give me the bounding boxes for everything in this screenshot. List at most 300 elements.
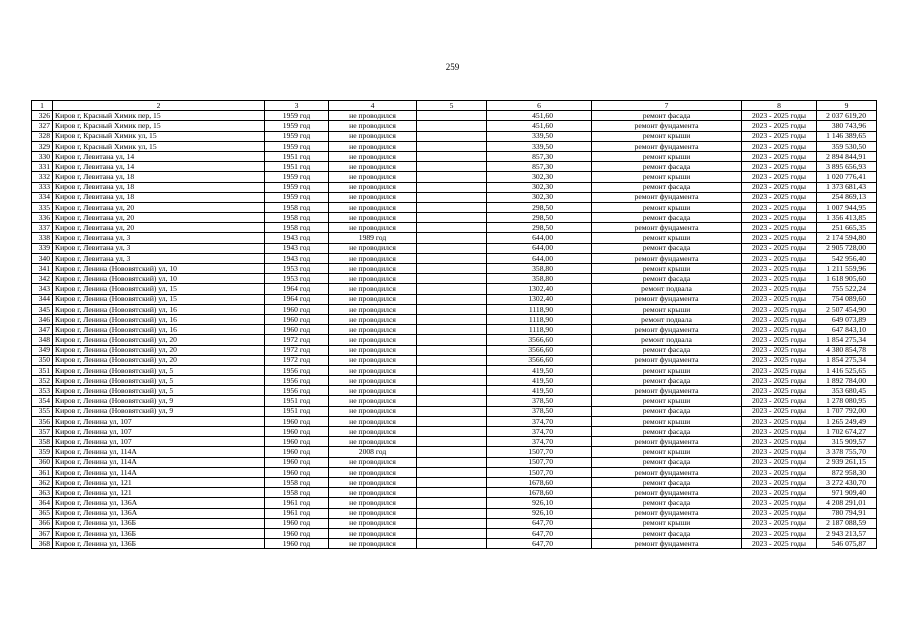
cost-cell: 359 530,50 bbox=[817, 141, 877, 151]
work-type-cell: ремонт фундамента bbox=[592, 121, 742, 131]
work-type-cell: ремонт фасада bbox=[592, 182, 742, 192]
period-cell: 2023 - 2025 годы bbox=[742, 264, 817, 274]
table-row bbox=[32, 498, 877, 508]
period-cell: 2023 - 2025 годы bbox=[742, 396, 817, 406]
work-type-cell: ремонт фасада bbox=[592, 528, 742, 538]
work-type-cell: ремонт подвала bbox=[592, 314, 742, 324]
period-cell: 2023 - 2025 годы bbox=[742, 111, 817, 121]
build-year-cell: 1960 год bbox=[265, 325, 329, 335]
build-year-cell: 1960 год bbox=[265, 457, 329, 467]
row-number-cell: 338 bbox=[32, 233, 53, 243]
empty-cell bbox=[417, 447, 487, 457]
table-row bbox=[32, 172, 877, 182]
work-type-cell: ремонт фасада bbox=[592, 162, 742, 172]
last-repair-cell: не проводился bbox=[329, 243, 417, 253]
address-cell: Киров г, Левитана ул, 20 bbox=[53, 223, 265, 233]
last-repair-cell: не проводился bbox=[329, 274, 417, 284]
area-cell: 298,50 bbox=[487, 213, 592, 223]
area-cell: 644,00 bbox=[487, 233, 592, 243]
empty-cell bbox=[417, 539, 487, 549]
work-type-cell: ремонт крыши bbox=[592, 396, 742, 406]
work-type-cell: ремонт крыши bbox=[592, 233, 742, 243]
page-number: 259 bbox=[445, 62, 460, 72]
empty-cell bbox=[417, 314, 487, 324]
empty-cell bbox=[417, 131, 487, 141]
work-type-cell: ремонт фундамента bbox=[592, 508, 742, 518]
cost-cell: 649 073,89 bbox=[817, 314, 877, 324]
last-repair-cell: не проводился bbox=[329, 488, 417, 498]
work-type-cell: ремонт фундамента bbox=[592, 386, 742, 396]
address-cell: Киров г, Ленина ул, 114А bbox=[53, 457, 265, 467]
table-row bbox=[32, 518, 877, 528]
cost-cell: 1 007 944,95 bbox=[817, 202, 877, 212]
table-row bbox=[32, 253, 877, 263]
work-type-cell: ремонт фасада bbox=[592, 274, 742, 284]
area-cell: 302,30 bbox=[487, 192, 592, 202]
last-repair-cell: не проводился bbox=[329, 376, 417, 386]
last-repair-cell: не проводился bbox=[329, 386, 417, 396]
empty-cell bbox=[417, 192, 487, 202]
row-number-cell: 336 bbox=[32, 213, 53, 223]
empty-cell bbox=[417, 488, 487, 498]
cost-cell: 3 272 430,70 bbox=[817, 477, 877, 487]
last-repair-cell: не проводился bbox=[329, 518, 417, 528]
work-type-cell: ремонт крыши bbox=[592, 151, 742, 161]
build-year-cell: 1959 год bbox=[265, 131, 329, 141]
last-repair-cell: 2008 год bbox=[329, 447, 417, 457]
row-number-cell: 327 bbox=[32, 121, 53, 131]
table-row bbox=[32, 376, 877, 386]
build-year-cell: 1960 год bbox=[265, 304, 329, 314]
work-type-cell: ремонт подвала bbox=[592, 335, 742, 345]
area-cell: 1507,70 bbox=[487, 447, 592, 457]
empty-cell bbox=[417, 151, 487, 161]
work-type-cell: ремонт фасада bbox=[592, 406, 742, 416]
period-cell: 2023 - 2025 годы bbox=[742, 141, 817, 151]
last-repair-cell: не проводился bbox=[329, 396, 417, 406]
row-number-cell: 339 bbox=[32, 243, 53, 253]
cost-cell: 780 794,91 bbox=[817, 508, 877, 518]
cost-cell: 2 894 844,91 bbox=[817, 151, 877, 161]
empty-cell bbox=[417, 406, 487, 416]
area-cell: 1507,70 bbox=[487, 457, 592, 467]
area-cell: 302,30 bbox=[487, 172, 592, 182]
work-type-cell: ремонт фасада bbox=[592, 477, 742, 487]
row-number-cell: 358 bbox=[32, 437, 53, 447]
row-number-cell: 368 bbox=[32, 539, 53, 549]
row-number-cell: 342 bbox=[32, 274, 53, 284]
empty-cell bbox=[417, 264, 487, 274]
work-type-cell: ремонт фасада bbox=[592, 498, 742, 508]
table-row bbox=[32, 406, 877, 416]
period-cell: 2023 - 2025 годы bbox=[742, 416, 817, 426]
cost-cell: 2 507 454,90 bbox=[817, 304, 877, 314]
address-cell: Киров г, Ленина ул, 114А bbox=[53, 467, 265, 477]
cost-cell: 1 416 525,65 bbox=[817, 365, 877, 375]
period-cell: 2023 - 2025 годы bbox=[742, 162, 817, 172]
last-repair-cell: не проводился bbox=[329, 192, 417, 202]
period-cell: 2023 - 2025 годы bbox=[742, 457, 817, 467]
last-repair-cell: не проводился bbox=[329, 314, 417, 324]
area-cell: 3566,60 bbox=[487, 345, 592, 355]
address-cell: Киров г, Ленина ул, 121 bbox=[53, 477, 265, 487]
cost-cell: 546 075,87 bbox=[817, 539, 877, 549]
empty-cell bbox=[417, 294, 487, 304]
empty-cell bbox=[417, 365, 487, 375]
row-number-cell: 354 bbox=[32, 396, 53, 406]
last-repair-cell: не проводился bbox=[329, 539, 417, 549]
area-cell: 647,70 bbox=[487, 518, 592, 528]
period-cell: 2023 - 2025 годы bbox=[742, 274, 817, 284]
area-cell: 378,50 bbox=[487, 406, 592, 416]
column-header: 6 bbox=[487, 101, 592, 111]
build-year-cell: 1943 год bbox=[265, 233, 329, 243]
period-cell: 2023 - 2025 годы bbox=[742, 365, 817, 375]
address-cell: Киров г, Ленина ул, 136Б bbox=[53, 518, 265, 528]
work-type-cell: ремонт фасада bbox=[592, 457, 742, 467]
period-cell: 2023 - 2025 годы bbox=[742, 508, 817, 518]
area-cell: 644,00 bbox=[487, 243, 592, 253]
empty-cell bbox=[417, 518, 487, 528]
row-number-cell: 367 bbox=[32, 528, 53, 538]
period-cell: 2023 - 2025 годы bbox=[742, 498, 817, 508]
last-repair-cell: не проводился bbox=[329, 335, 417, 345]
column-header: 9 bbox=[817, 101, 877, 111]
last-repair-cell: не проводился bbox=[329, 253, 417, 263]
last-repair-cell: не проводился bbox=[329, 121, 417, 131]
build-year-cell: 1943 год bbox=[265, 243, 329, 253]
area-cell: 358,80 bbox=[487, 274, 592, 284]
cost-cell: 971 909,40 bbox=[817, 488, 877, 498]
build-year-cell: 1972 год bbox=[265, 335, 329, 345]
build-year-cell: 1960 год bbox=[265, 539, 329, 549]
last-repair-cell: не проводился bbox=[329, 427, 417, 437]
address-cell: Киров г, Ленина (Нововятский) ул, 10 bbox=[53, 274, 265, 284]
area-cell: 3566,60 bbox=[487, 335, 592, 345]
address-cell: Киров г, Ленина (Нововятский) ул, 16 bbox=[53, 325, 265, 335]
row-number-cell: 337 bbox=[32, 223, 53, 233]
build-year-cell: 1959 год bbox=[265, 111, 329, 121]
cost-cell: 755 522,24 bbox=[817, 284, 877, 294]
cost-cell: 1 702 674,27 bbox=[817, 427, 877, 437]
address-cell: Киров г, Ленина (Нововятский) ул, 10 bbox=[53, 264, 265, 274]
row-number-cell: 331 bbox=[32, 162, 53, 172]
build-year-cell: 1959 год bbox=[265, 172, 329, 182]
work-type-cell: ремонт фундамента bbox=[592, 437, 742, 447]
column-header: 7 bbox=[592, 101, 742, 111]
build-year-cell: 1959 год bbox=[265, 192, 329, 202]
last-repair-cell: не проводился bbox=[329, 345, 417, 355]
area-cell: 419,50 bbox=[487, 386, 592, 396]
row-number-cell: 364 bbox=[32, 498, 53, 508]
last-repair-cell: не проводился bbox=[329, 325, 417, 335]
row-number-cell: 348 bbox=[32, 335, 53, 345]
cost-cell: 2 187 088,59 bbox=[817, 518, 877, 528]
area-cell: 647,70 bbox=[487, 528, 592, 538]
build-year-cell: 1958 год bbox=[265, 213, 329, 223]
period-cell: 2023 - 2025 годы bbox=[742, 518, 817, 528]
period-cell: 2023 - 2025 годы bbox=[742, 304, 817, 314]
area-cell: 378,50 bbox=[487, 396, 592, 406]
period-cell: 2023 - 2025 годы bbox=[742, 437, 817, 447]
build-year-cell: 1953 год bbox=[265, 274, 329, 284]
address-cell: Киров г, Ленина (Нововятский) ул, 20 bbox=[53, 335, 265, 345]
period-cell: 2023 - 2025 годы bbox=[742, 213, 817, 223]
empty-cell bbox=[417, 386, 487, 396]
column-header: 1 bbox=[32, 101, 53, 111]
empty-cell bbox=[417, 477, 487, 487]
cost-cell: 254 869,13 bbox=[817, 192, 877, 202]
period-cell: 2023 - 2025 годы bbox=[742, 467, 817, 477]
build-year-cell: 1956 год bbox=[265, 365, 329, 375]
last-repair-cell: не проводился bbox=[329, 365, 417, 375]
table-row bbox=[32, 111, 877, 121]
period-cell: 2023 - 2025 годы bbox=[742, 539, 817, 549]
empty-cell bbox=[417, 396, 487, 406]
empty-cell bbox=[417, 457, 487, 467]
work-type-cell: ремонт крыши bbox=[592, 447, 742, 457]
build-year-cell: 1961 год bbox=[265, 508, 329, 518]
row-number-cell: 353 bbox=[32, 386, 53, 396]
empty-cell bbox=[417, 416, 487, 426]
last-repair-cell: не проводился bbox=[329, 202, 417, 212]
work-type-cell: ремонт крыши bbox=[592, 264, 742, 274]
row-number-cell: 352 bbox=[32, 376, 53, 386]
work-type-cell: ремонт крыши bbox=[592, 365, 742, 375]
last-repair-cell: не проводился bbox=[329, 131, 417, 141]
empty-cell bbox=[417, 284, 487, 294]
area-cell: 857,30 bbox=[487, 162, 592, 172]
period-cell: 2023 - 2025 годы bbox=[742, 243, 817, 253]
period-cell: 2023 - 2025 годы bbox=[742, 335, 817, 345]
table-row bbox=[32, 396, 877, 406]
table-row bbox=[32, 264, 877, 274]
cost-cell: 4 380 854,78 bbox=[817, 345, 877, 355]
build-year-cell: 1951 год bbox=[265, 162, 329, 172]
build-year-cell: 1951 год bbox=[265, 396, 329, 406]
period-cell: 2023 - 2025 годы bbox=[742, 182, 817, 192]
build-year-cell: 1951 год bbox=[265, 151, 329, 161]
empty-cell bbox=[417, 233, 487, 243]
column-header: 3 bbox=[265, 101, 329, 111]
last-repair-cell: не проводился bbox=[329, 416, 417, 426]
address-cell: Киров г, Левитана ул, 18 bbox=[53, 192, 265, 202]
address-cell: Киров г, Ленина (Нововятский) ул, 20 bbox=[53, 345, 265, 355]
table-row bbox=[32, 192, 877, 202]
table-row bbox=[32, 314, 877, 324]
area-cell: 926,10 bbox=[487, 508, 592, 518]
address-cell: Киров г, Ленина ул, 136Б bbox=[53, 539, 265, 549]
build-year-cell: 1972 год bbox=[265, 345, 329, 355]
last-repair-cell: не проводился bbox=[329, 223, 417, 233]
row-number-cell: 334 bbox=[32, 192, 53, 202]
last-repair-cell: не проводился bbox=[329, 284, 417, 294]
work-type-cell: ремонт фундамента bbox=[592, 253, 742, 263]
address-cell: Киров г, Левитана ул, 20 bbox=[53, 202, 265, 212]
table-row bbox=[32, 151, 877, 161]
area-cell: 374,70 bbox=[487, 427, 592, 437]
table-row bbox=[32, 477, 877, 487]
cost-cell: 2 939 261,15 bbox=[817, 457, 877, 467]
work-type-cell: ремонт фасада bbox=[592, 243, 742, 253]
last-repair-cell: не проводился bbox=[329, 508, 417, 518]
row-number-cell: 366 bbox=[32, 518, 53, 528]
period-cell: 2023 - 2025 годы bbox=[742, 294, 817, 304]
period-cell: 2023 - 2025 годы bbox=[742, 355, 817, 365]
period-cell: 2023 - 2025 годы bbox=[742, 151, 817, 161]
period-cell: 2023 - 2025 годы bbox=[742, 406, 817, 416]
table-row bbox=[32, 213, 877, 223]
empty-cell bbox=[417, 528, 487, 538]
row-number-cell: 365 bbox=[32, 508, 53, 518]
cost-cell: 2 905 728,00 bbox=[817, 243, 877, 253]
empty-cell bbox=[417, 162, 487, 172]
period-cell: 2023 - 2025 годы bbox=[742, 488, 817, 498]
period-cell: 2023 - 2025 годы bbox=[742, 223, 817, 233]
cost-cell: 1 618 905,60 bbox=[817, 274, 877, 284]
address-cell: Киров г, Ленина (Нововятский) ул, 9 bbox=[53, 406, 265, 416]
period-cell: 2023 - 2025 годы bbox=[742, 386, 817, 396]
empty-cell bbox=[417, 243, 487, 253]
work-type-cell: ремонт фундамента bbox=[592, 294, 742, 304]
area-cell: 644,00 bbox=[487, 253, 592, 263]
table-row bbox=[32, 121, 877, 131]
cost-cell: 1 854 275,34 bbox=[817, 335, 877, 345]
area-cell: 339,50 bbox=[487, 141, 592, 151]
address-cell: Киров г, Ленина (Нововятский) ул, 20 bbox=[53, 355, 265, 365]
build-year-cell: 1959 год bbox=[265, 141, 329, 151]
work-type-cell: ремонт фундамента bbox=[592, 192, 742, 202]
last-repair-cell: не проводился bbox=[329, 151, 417, 161]
address-cell: Киров г, Левитана ул, 14 bbox=[53, 151, 265, 161]
area-cell: 1507,70 bbox=[487, 467, 592, 477]
work-type-cell: ремонт фундамента bbox=[592, 223, 742, 233]
table-row bbox=[32, 202, 877, 212]
empty-cell bbox=[417, 111, 487, 121]
table-row bbox=[32, 427, 877, 437]
area-cell: 3566,60 bbox=[487, 355, 592, 365]
build-year-cell: 1972 год bbox=[265, 355, 329, 365]
area-cell: 302,30 bbox=[487, 182, 592, 192]
row-number-cell: 328 bbox=[32, 131, 53, 141]
table-row bbox=[32, 437, 877, 447]
build-year-cell: 1964 год bbox=[265, 284, 329, 294]
row-number-cell: 360 bbox=[32, 457, 53, 467]
work-type-cell: ремонт крыши bbox=[592, 172, 742, 182]
build-year-cell: 1960 год bbox=[265, 416, 329, 426]
last-repair-cell: не проводился bbox=[329, 264, 417, 274]
empty-cell bbox=[417, 376, 487, 386]
work-type-cell: ремонт фундамента bbox=[592, 539, 742, 549]
address-cell: Киров г, Ленина (Нововятский) ул, 5 bbox=[53, 386, 265, 396]
address-cell: Киров г, Ленина ул, 136А bbox=[53, 508, 265, 518]
build-year-cell: 1958 год bbox=[265, 202, 329, 212]
build-year-cell: 1960 год bbox=[265, 467, 329, 477]
cost-cell: 872 958,30 bbox=[817, 467, 877, 477]
table-row bbox=[32, 294, 877, 304]
work-type-cell: ремонт фундамента bbox=[592, 141, 742, 151]
table-row bbox=[32, 528, 877, 538]
area-cell: 857,30 bbox=[487, 151, 592, 161]
table-row bbox=[32, 304, 877, 314]
area-cell: 1118,90 bbox=[487, 314, 592, 324]
table-row bbox=[32, 274, 877, 284]
work-type-cell: ремонт подвала bbox=[592, 284, 742, 294]
row-number-cell: 356 bbox=[32, 416, 53, 426]
last-repair-cell: не проводился bbox=[329, 406, 417, 416]
header-row bbox=[32, 101, 877, 111]
build-year-cell: 1956 год bbox=[265, 376, 329, 386]
row-number-cell: 340 bbox=[32, 253, 53, 263]
period-cell: 2023 - 2025 годы bbox=[742, 477, 817, 487]
empty-cell bbox=[417, 172, 487, 182]
row-number-cell: 359 bbox=[32, 447, 53, 457]
area-cell: 419,50 bbox=[487, 376, 592, 386]
row-number-cell: 326 bbox=[32, 111, 53, 121]
empty-cell bbox=[417, 274, 487, 284]
address-cell: Киров г, Ленина ул, 107 bbox=[53, 437, 265, 447]
cost-cell: 1 373 681,43 bbox=[817, 182, 877, 192]
row-number-cell: 329 bbox=[32, 141, 53, 151]
period-cell: 2023 - 2025 годы bbox=[742, 345, 817, 355]
empty-cell bbox=[417, 202, 487, 212]
cost-cell: 542 956,40 bbox=[817, 253, 877, 263]
area-cell: 419,50 bbox=[487, 365, 592, 375]
work-type-cell: ремонт крыши bbox=[592, 416, 742, 426]
area-cell: 1302,40 bbox=[487, 284, 592, 294]
work-type-cell: ремонт фасада bbox=[592, 345, 742, 355]
table-row bbox=[32, 335, 877, 345]
period-cell: 2023 - 2025 годы bbox=[742, 253, 817, 263]
last-repair-cell: не проводился bbox=[329, 294, 417, 304]
last-repair-cell: не проводился bbox=[329, 111, 417, 121]
work-type-cell: ремонт фундамента bbox=[592, 355, 742, 365]
address-cell: Киров г, Левитана ул, 20 bbox=[53, 213, 265, 223]
cost-cell: 1 707 792,00 bbox=[817, 406, 877, 416]
empty-cell bbox=[417, 253, 487, 263]
last-repair-cell: не проводился bbox=[329, 213, 417, 223]
cost-cell: 2 174 594,80 bbox=[817, 233, 877, 243]
last-repair-cell: не проводился bbox=[329, 141, 417, 151]
address-cell: Киров г, Ленина (Нововятский) ул, 5 bbox=[53, 365, 265, 375]
row-number-cell: 344 bbox=[32, 294, 53, 304]
period-cell: 2023 - 2025 годы bbox=[742, 131, 817, 141]
table-row bbox=[32, 223, 877, 233]
row-number-cell: 350 bbox=[32, 355, 53, 365]
work-type-cell: ремонт крыши bbox=[592, 304, 742, 314]
address-cell: Киров г, Ленина ул, 107 bbox=[53, 427, 265, 437]
period-cell: 2023 - 2025 годы bbox=[742, 314, 817, 324]
cost-cell: 1 854 275,34 bbox=[817, 355, 877, 365]
cost-cell: 380 743,96 bbox=[817, 121, 877, 131]
address-cell: Киров г, Ленина (Нововятский) ул, 5 bbox=[53, 376, 265, 386]
cost-cell: 1 020 776,41 bbox=[817, 172, 877, 182]
empty-cell bbox=[417, 355, 487, 365]
cost-cell: 1 356 413,85 bbox=[817, 213, 877, 223]
row-number-cell: 355 bbox=[32, 406, 53, 416]
period-cell: 2023 - 2025 годы bbox=[742, 202, 817, 212]
column-header: 2 bbox=[53, 101, 265, 111]
last-repair-cell: не проводился bbox=[329, 467, 417, 477]
area-cell: 926,10 bbox=[487, 498, 592, 508]
address-cell: Киров г, Ленина ул, 114А bbox=[53, 447, 265, 457]
table-row bbox=[32, 355, 877, 365]
last-repair-cell: 1989 год bbox=[329, 233, 417, 243]
work-type-cell: ремонт фундамента bbox=[592, 488, 742, 498]
cost-cell: 1 265 249,49 bbox=[817, 416, 877, 426]
build-year-cell: 1959 год bbox=[265, 121, 329, 131]
cost-cell: 3 378 755,70 bbox=[817, 447, 877, 457]
